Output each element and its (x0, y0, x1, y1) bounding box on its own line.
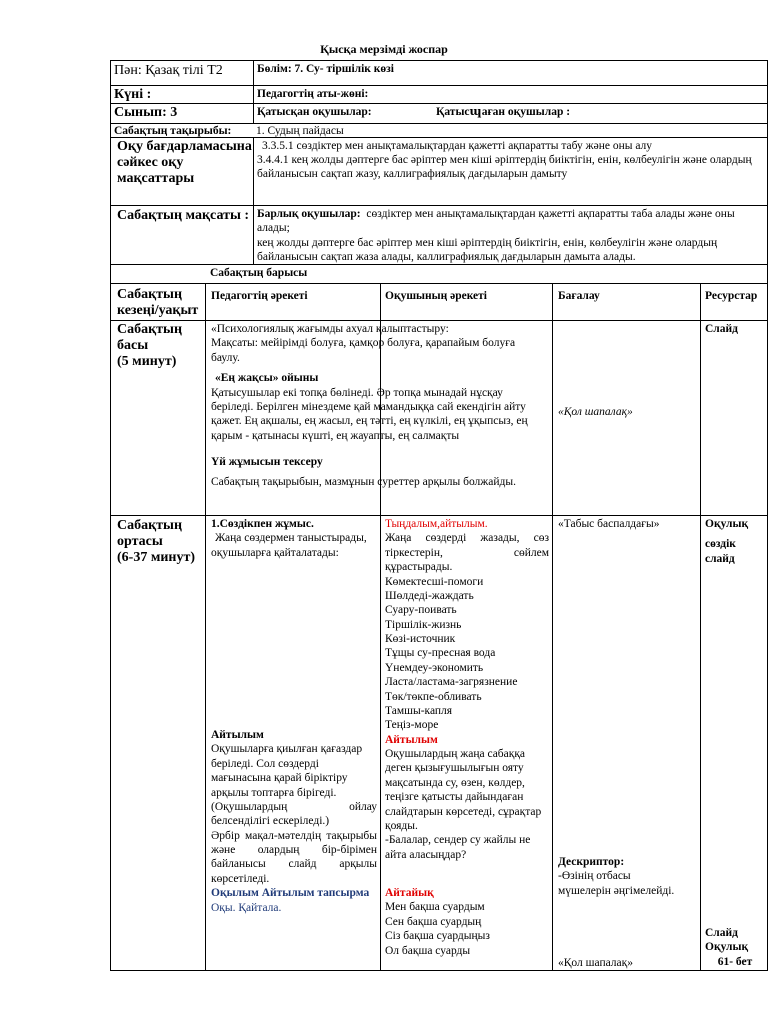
goals-text-1: сөздіктер мен анықтамалықтардан қажетті ақпаратты таба алады және оны алады; (257, 208, 735, 235)
stage2-teacher-top (211, 517, 377, 560)
reading-task-text: Оқы. Қайтала. (211, 901, 282, 914)
stage1-resource: Слайд (705, 323, 738, 335)
stage2-assessment-bottom: «Қол шапалақ» (558, 957, 633, 969)
goals-text (257, 207, 763, 265)
rule (253, 60, 254, 123)
word-item: Тамшы-капля (385, 704, 453, 717)
objective-1: 3.3.5.1 сөздіктер мен анықтамалықтардан қажетті ақпаратты табу және оны алу (262, 140, 653, 152)
rule (552, 283, 553, 970)
proverb-text: Әрбір мақал-мәтелдің тақырыбы және олардың бір-бірімен байланысы слайд арқылы көрсетіледі. (211, 829, 377, 885)
progress-heading: Сабақтың барысы (210, 267, 308, 279)
rule (205, 283, 206, 970)
aitylym-title: Айтылым (211, 729, 264, 741)
stage2-name: Сабақтың ортасы (117, 518, 183, 550)
aitylym2-title: Айтылым (385, 733, 438, 746)
rule (110, 320, 768, 321)
rule (700, 283, 701, 970)
objectives-label: Оқу бағдарламасына сәйкес оқу мақсаттары (117, 139, 252, 187)
aitaiyk-title: Айтайық (385, 887, 434, 899)
col-stage-header: Сабақтың кезеңі/уақыт (117, 287, 199, 319)
stage1-label (117, 322, 203, 370)
stage2-teacher-bottom (211, 728, 377, 915)
word-item: Теңіз-море (385, 719, 439, 732)
absent-students-label: Қатысպаған оқушылар : (436, 106, 571, 118)
stage2-resources-bottom (705, 926, 765, 969)
subject-label: Пән: Қазақ тілі Т2 (114, 63, 223, 78)
rule (110, 60, 111, 970)
descriptor-block (558, 855, 678, 898)
rule (110, 85, 768, 86)
stage1-assessment: «Қол шапалақ» (558, 406, 633, 418)
stage2-student-activity (385, 517, 549, 958)
rule (110, 283, 768, 284)
goals-label: Сабақтың мақсаты : (117, 208, 250, 223)
rule (110, 205, 768, 206)
stage1-time: (5 минут) (117, 354, 177, 370)
reading-task-title: Оқылым Айтылым тапсырма (211, 887, 370, 900)
all-students-label: Барлық оқушылар: (257, 208, 361, 220)
word-item: Тұщы су-пресная вода (385, 647, 496, 660)
thinking-note: (Оқушылардың ойлау белсенділігі ескеріледі.) (211, 800, 377, 828)
document-title: Қысқа мерзімді жоспар (320, 42, 448, 56)
aitylym2-text: Оқушылардың жаңа сабаққа деген қызығушылығын ояту мақсатында су, өзен, көлдер, теңізге қатысты дайындаған слайдтарын көрсетеді, сұрақтар қояды. (385, 748, 542, 832)
aitaiyk-line: Сен бақша суардың (385, 915, 482, 928)
word-item: Көмектесші-помоги (385, 575, 484, 588)
listening-title: Тыңдалым,айтылым. (385, 518, 488, 530)
rule (253, 137, 254, 264)
resource-dictionary: сөздік (705, 538, 736, 551)
section-label: Бөлім: 7. Су- тіршілік көзі (257, 63, 394, 75)
aitaiyk-line: Ол бақша суарды (385, 944, 471, 957)
aitylym-text: Оқушыларға қиылған қағаздар беріледі. Сол сөздерді мағынасына қарай біріктіру арқылы топтарға бірігеді. (211, 743, 363, 799)
aitaiyk-line: Сіз бақша суардыңыз (385, 930, 490, 943)
stage1-name: Сабақтың басы (117, 322, 183, 354)
aitaiyk-line: Мен бақша суардым (385, 901, 485, 914)
stage2-label (117, 518, 203, 566)
descriptor-text: -Өзінің отбасы мүшелерін әңгімелейді. (558, 870, 675, 897)
stage2-time: (6-37 минут) (117, 550, 196, 566)
word-item: Үнемдеу-экономить (385, 661, 484, 674)
objective-2: 3.4.4.1 кең жолды дәптерге бас әріптер мен кіші әріптердің биіктігін, енін, көлбеулігін және олардың байланысын сақтап жазу, каллиграфиялық дағдыларын дамыту (257, 154, 752, 181)
rule (110, 60, 768, 61)
psych-goal: Мақсаты: мейірімді болуға, қамқор болуға, қарапайым болуға баулу. (211, 337, 516, 364)
col-teacher-header: Педагогтің әрекеті (211, 290, 308, 302)
resource-page: 61- бет (717, 955, 753, 968)
rule (110, 103, 768, 104)
teacher-name-label: Педагогтің аты-жөні: (257, 88, 369, 100)
present-students-label: Қатысқан оқушылар: (257, 106, 372, 118)
word-item: Тіршілік-жизнь (385, 618, 462, 631)
homework-title: Үй жұмысын тексеру (211, 456, 323, 468)
resource-textbook-2: Оқулық (705, 941, 749, 954)
descriptor-title: Дескриптор: (558, 856, 625, 868)
listening-text: Жаңа сөздерді жазады, сөз тіркестерін, сөйлем құрастырады. (385, 532, 549, 574)
topic-label: Сабақтың тақырыбы: (114, 125, 232, 137)
psych-intro: «Психологиялық жағымды ахуал қалыптастыру: (211, 323, 449, 335)
question-text: -Балалар, сендер су жайлы не айта аласыңдар? (385, 834, 531, 861)
stage2-assessment-top: «Табыс баспалдағы» (558, 518, 660, 530)
resource-textbook: Оқулық (705, 518, 749, 530)
word-item: Көзі-источник (385, 633, 456, 645)
topic-value: 1. Судың пайдасы (256, 125, 344, 137)
vocab-title: 1.Сөздікпен жұмыс. (211, 518, 314, 530)
resource-slide-2: Слайд (705, 927, 738, 939)
day-label: Күні : (114, 87, 152, 102)
col-resources-header: Ресурстар (705, 290, 758, 302)
stage2-resources-top (705, 517, 765, 566)
game-title: «Ең жақсы» ойыны (215, 372, 319, 385)
col-student-header: Оқушының әрекеті (385, 290, 488, 302)
vocab-text: Жаңа сөздермен таныстырады, оқушыларға қайталатады: (211, 532, 367, 559)
grade-label: Сынып: 3 (114, 105, 178, 120)
goals-text-2: кең жолды дәптерге бас әріптер мен кіші әріптердің биіктігін, енін, көлбеулігін және олардың байланысын сақтап жаза алады, каллиграфиялық дағдыларын дамыта алады. (257, 236, 718, 264)
stage1-teacher-activity (211, 322, 541, 490)
col-assessment-header: Бағалау (558, 290, 600, 302)
homework-text: Сабақтың тақырыбын, мазмұнын суреттер арқылы болжайды. (211, 476, 516, 489)
word-item: Шөлдеді-жаждать (385, 589, 474, 602)
resource-slide: слайд (705, 552, 735, 565)
rule (110, 515, 768, 516)
word-item: Ласта/ластама-загрязнение (385, 676, 518, 689)
game-text: Қатысушылар екі топқа бөлінеді. Әр топқа мынадай нұсқау беріледі. Берілген мінездеме қай мамандыққа сай екендігін айту қажет. Ең ақшалы, ең жасыл, ең тәтті, ең күлкілі, ең ұқыпсыз, ең қарым - қатынасы күшті, ең жауапты, ең салмақты (211, 386, 528, 442)
word-item: Суару-поивать (385, 604, 457, 617)
word-item: Төк/төкпе-обливать (385, 690, 482, 703)
